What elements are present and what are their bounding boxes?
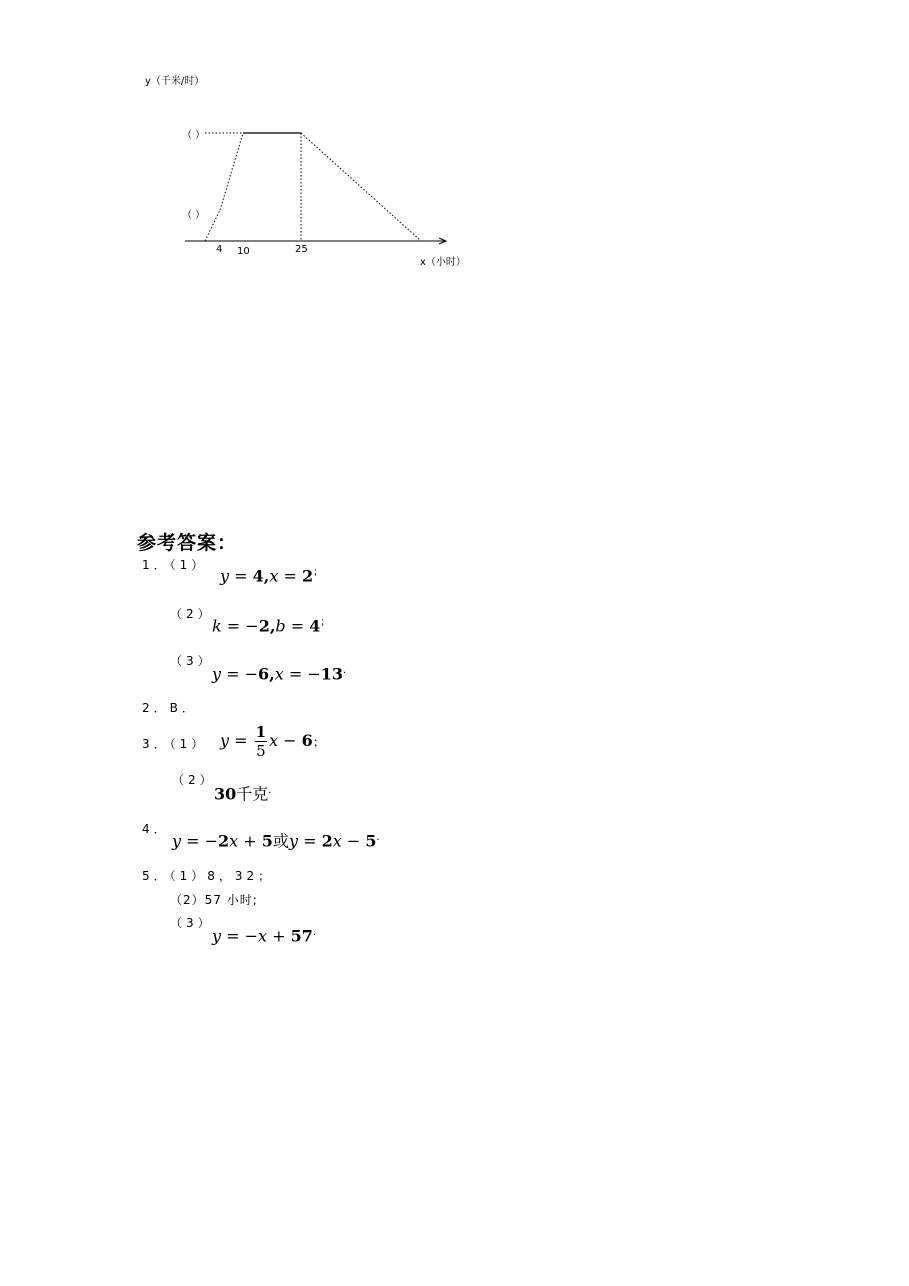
end-mark: ． — [343, 665, 354, 676]
q5-part3 — [170, 914, 214, 931]
q3-p1-label: （1） — [169, 737, 208, 751]
q4-expression — [172, 828, 386, 851]
var: y — [212, 664, 222, 684]
val: 30 — [214, 784, 237, 804]
unit: 千克 — [236, 784, 269, 804]
val: 57 — [290, 926, 313, 946]
op: = — [278, 566, 302, 586]
op: = − — [221, 616, 259, 636]
end-mark: ； — [312, 735, 329, 749]
q2-answer: B． — [169, 701, 198, 715]
x-tick-10: 10 — [237, 246, 250, 257]
var: x — [274, 664, 284, 684]
op: = — [285, 616, 310, 636]
segment-rise-1 — [205, 210, 220, 241]
or-word: 或 — [272, 831, 289, 851]
var: x — [332, 831, 342, 851]
q1-p3-expression — [212, 661, 353, 683]
q3-p1-expression — [220, 723, 329, 760]
x-tick-4: 4 — [216, 244, 223, 255]
var: y — [212, 926, 222, 946]
val: 4 — [309, 616, 321, 636]
q2-line — [142, 699, 198, 716]
segment-rise-2 — [220, 133, 243, 210]
val: 2 — [258, 616, 270, 636]
fraction-numerator: 1 — [255, 723, 267, 741]
x-tick-25: 25 — [295, 244, 308, 255]
answers-heading: 参考答案： — [137, 532, 238, 554]
y-tick-lower: （ ） — [182, 210, 206, 221]
q3-number: 3． — [142, 737, 170, 751]
val: 5 — [365, 831, 377, 851]
val: 2 — [321, 831, 333, 851]
q2-number: 2． — [142, 701, 170, 715]
op: = − — [283, 664, 321, 684]
var: y — [220, 566, 230, 586]
q3-part2 — [172, 771, 216, 788]
var: b — [275, 616, 286, 636]
var: y — [172, 831, 182, 851]
y-tick-upper: （ ） — [182, 130, 206, 141]
q1-part2 — [170, 605, 214, 622]
q3-p2-label: （2） — [172, 773, 216, 787]
q4-number-line — [142, 820, 170, 837]
q5-p2-text: （2）57 小时; — [170, 893, 258, 907]
op: = — [229, 566, 253, 586]
op: = − — [221, 926, 259, 946]
var: x — [269, 566, 279, 586]
var: x — [269, 731, 279, 750]
q1-p1-label: （1） — [169, 558, 208, 572]
val: 13 — [320, 664, 344, 684]
y-axis-label: y（千米/时） — [145, 76, 205, 87]
fraction-denominator: 5 — [256, 742, 266, 760]
op: − — [341, 831, 366, 851]
end-mark: ． — [312, 927, 323, 938]
q3-part1 — [142, 735, 207, 752]
val: 2 — [301, 566, 314, 586]
q1-p2-label: （2） — [170, 607, 214, 621]
op: = — [297, 831, 322, 851]
op: = − — [221, 664, 259, 684]
val: 6 — [301, 731, 313, 750]
op: + — [238, 831, 262, 851]
var: k — [212, 616, 222, 636]
val: 2 — [218, 831, 230, 851]
q3-p2-expression — [214, 781, 278, 804]
var: x — [229, 831, 239, 851]
q1-part3 — [170, 652, 214, 669]
q1-p1-expression — [220, 563, 323, 585]
q1-number: 1． — [142, 558, 170, 572]
q1-part1 — [142, 556, 207, 573]
var: x — [258, 926, 268, 946]
op: − — [278, 731, 302, 750]
var: y — [220, 731, 230, 750]
speed-time-graph — [130, 60, 490, 280]
fraction — [255, 723, 267, 760]
q5-p1-text: （1）8，32； — [169, 869, 275, 883]
comma: , — [269, 616, 276, 636]
q5-p3-label: （3） — [170, 916, 214, 930]
q5-p3-expression — [212, 923, 323, 945]
q1-p2-expression — [212, 613, 330, 635]
q5-number: 5． — [142, 869, 170, 883]
q5-part1 — [142, 867, 274, 884]
end-mark: ． — [376, 832, 387, 843]
op: = − — [181, 831, 219, 851]
q5-part2 — [170, 891, 258, 908]
val: 5 — [261, 831, 273, 851]
end-mark: ； — [313, 567, 324, 578]
end-mark: ． — [268, 785, 279, 796]
end-mark: ； — [320, 617, 331, 628]
comma: , — [263, 566, 270, 586]
segment-descend — [301, 133, 421, 241]
x-axis-label: x（小时） — [420, 257, 466, 268]
graph-svg — [130, 60, 490, 280]
comma: , — [269, 664, 275, 684]
q4-number: 4． — [142, 822, 170, 836]
q1-p3-label: （3） — [170, 654, 214, 668]
val: 6 — [258, 664, 270, 684]
op: = — [229, 731, 253, 750]
var: y — [288, 831, 298, 851]
val: 4 — [252, 566, 264, 586]
op: + — [267, 926, 291, 946]
